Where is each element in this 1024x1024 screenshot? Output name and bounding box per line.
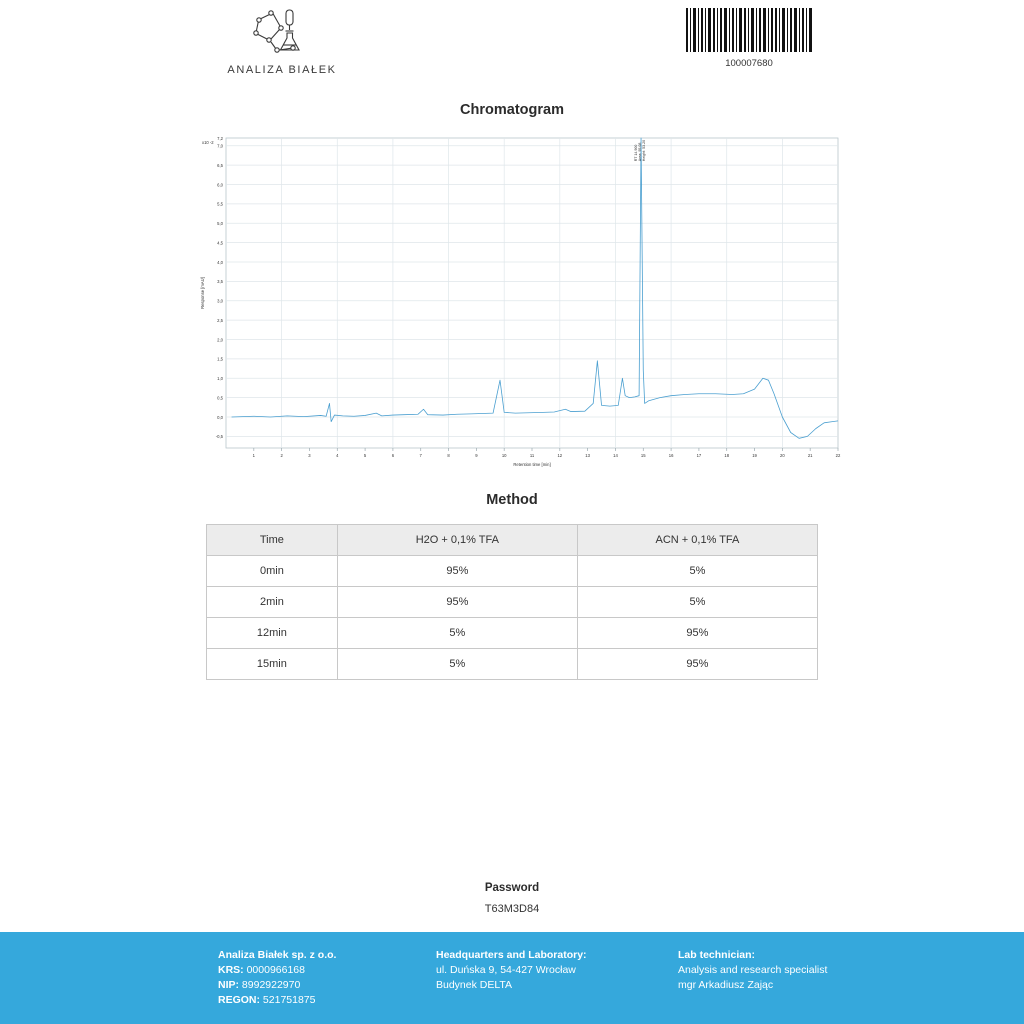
svg-text:17: 17 xyxy=(696,453,702,458)
method-title: Method xyxy=(486,492,538,508)
headquarters-address-line-1: ul. Duńska 9, 54-427 Wrocław xyxy=(436,964,576,976)
cell-water: 95% xyxy=(337,587,577,618)
svg-text:1,0: 1,0 xyxy=(217,376,223,382)
svg-text:11: 11 xyxy=(529,453,535,458)
barcode-block xyxy=(684,8,814,69)
svg-text:14: 14 xyxy=(613,453,618,458)
chromatogram-title: Chromatogram xyxy=(460,102,564,118)
cell-acn: 95% xyxy=(577,618,817,649)
svg-text:1,5: 1,5 xyxy=(217,356,223,362)
table-row xyxy=(207,587,818,618)
svg-text:2,5: 2,5 xyxy=(217,317,223,323)
svg-text:6,5: 6,5 xyxy=(217,162,223,168)
chromatogram-chart xyxy=(182,130,842,480)
svg-text:22: 22 xyxy=(835,453,841,458)
company-name: Analiza Białek sp. z o.o. xyxy=(218,949,337,961)
company-krs xyxy=(218,963,438,978)
cell-time: 15min xyxy=(207,649,338,680)
svg-text:Height: 53.20: Height: 53.20 xyxy=(641,139,646,162)
password-value: T63M3D84 xyxy=(484,903,540,915)
svg-text:x10 -2: x10 -2 xyxy=(202,140,214,145)
krs-label: KRS: xyxy=(218,964,244,976)
company-nip xyxy=(218,978,438,993)
cell-time: 0min xyxy=(207,556,338,587)
svg-text:20: 20 xyxy=(780,453,785,458)
column-header-acn: ACN + 0,1% TFA xyxy=(577,525,817,556)
svg-text:Response [mAU]: Response [mAU] xyxy=(200,277,205,309)
svg-text:4,5: 4,5 xyxy=(217,240,223,246)
svg-text:0,0: 0,0 xyxy=(217,414,223,420)
regon-value: 521751875 xyxy=(262,994,316,1006)
svg-text:4: 4 xyxy=(336,453,339,458)
cell-time: 12min xyxy=(207,618,338,649)
molecule-flask-icon xyxy=(247,6,317,58)
company-regon xyxy=(218,993,438,1008)
svg-text:Area: 95.08: Area: 95.08 xyxy=(637,142,642,162)
footer-company xyxy=(218,948,438,1008)
column-header-time: Time xyxy=(207,525,338,556)
cell-acn: 5% xyxy=(577,587,817,618)
svg-text:0,5: 0,5 xyxy=(217,395,223,401)
brand-logo xyxy=(212,6,352,76)
method-table-header xyxy=(207,525,818,556)
svg-text:12: 12 xyxy=(557,453,563,458)
cell-acn: 5% xyxy=(577,556,817,587)
headquarters-title: Headquarters and Laboratory: xyxy=(436,949,587,961)
cell-water: 5% xyxy=(337,618,577,649)
nip-label: NIP: xyxy=(218,979,239,991)
technician-title: Lab technician: xyxy=(678,949,756,961)
svg-text:16: 16 xyxy=(668,453,674,458)
brand-name: ANALIZA BIAŁEK xyxy=(227,64,337,76)
svg-text:2: 2 xyxy=(280,453,283,458)
krs-value: 0000966168 xyxy=(246,964,305,976)
document-footer xyxy=(0,932,1024,1024)
svg-text:7: 7 xyxy=(419,453,422,458)
svg-text:2,0: 2,0 xyxy=(217,337,223,343)
svg-text:18: 18 xyxy=(724,453,730,458)
svg-text:3,0: 3,0 xyxy=(217,298,223,304)
method-table-body xyxy=(207,556,818,680)
svg-text:5,0: 5,0 xyxy=(217,221,223,227)
svg-text:21: 21 xyxy=(807,453,813,458)
svg-text:5,5: 5,5 xyxy=(217,201,223,207)
table-row xyxy=(207,649,818,680)
svg-text:19: 19 xyxy=(752,453,757,458)
cell-acn: 95% xyxy=(577,649,817,680)
svg-text:7,0: 7,0 xyxy=(217,143,223,149)
svg-text:3,5: 3,5 xyxy=(217,279,223,285)
technician-name: mgr Arkadiusz Zając xyxy=(678,979,774,991)
cell-water: 95% xyxy=(337,556,577,587)
headquarters-address-line-2: Budynek DELTA xyxy=(436,979,513,991)
svg-text:4,0: 4,0 xyxy=(217,259,223,265)
cell-time: 2min xyxy=(207,587,338,618)
svg-text:Retention time [min]: Retention time [min] xyxy=(513,462,551,467)
svg-text:8: 8 xyxy=(447,453,450,458)
svg-text:6,0: 6,0 xyxy=(217,182,223,188)
svg-text:1: 1 xyxy=(252,453,255,458)
svg-text:-0,5: -0,5 xyxy=(215,434,223,440)
technician-role: Analysis and research specialist xyxy=(678,964,828,976)
svg-text:6: 6 xyxy=(391,453,395,458)
nip-value: 8992922970 xyxy=(241,979,301,991)
password-block xyxy=(0,882,1024,915)
svg-text:10: 10 xyxy=(501,453,507,458)
footer-headquarters xyxy=(436,948,671,993)
chromatogram-plot xyxy=(182,130,842,480)
cell-water: 5% xyxy=(337,649,577,680)
footer-technician xyxy=(678,948,928,993)
svg-text:7,2: 7,2 xyxy=(217,135,223,141)
document-header xyxy=(0,0,1024,92)
svg-text:5: 5 xyxy=(363,453,367,458)
svg-text:3: 3 xyxy=(308,453,311,458)
password-label: Password xyxy=(484,882,540,894)
table-header-row xyxy=(207,525,818,556)
svg-text:13: 13 xyxy=(585,453,590,458)
method-table xyxy=(206,524,818,680)
svg-text:9: 9 xyxy=(475,453,478,458)
regon-label: REGON: xyxy=(218,994,260,1006)
column-header-water: H2O + 0,1% TFA xyxy=(337,525,577,556)
barcode-icon xyxy=(686,8,812,52)
svg-text:15: 15 xyxy=(640,453,646,458)
barcode-number: 100007680 xyxy=(725,58,773,69)
svg-text:RT 14.900: RT 14.900 xyxy=(633,144,638,162)
table-row xyxy=(207,618,818,649)
table-row xyxy=(207,556,818,587)
